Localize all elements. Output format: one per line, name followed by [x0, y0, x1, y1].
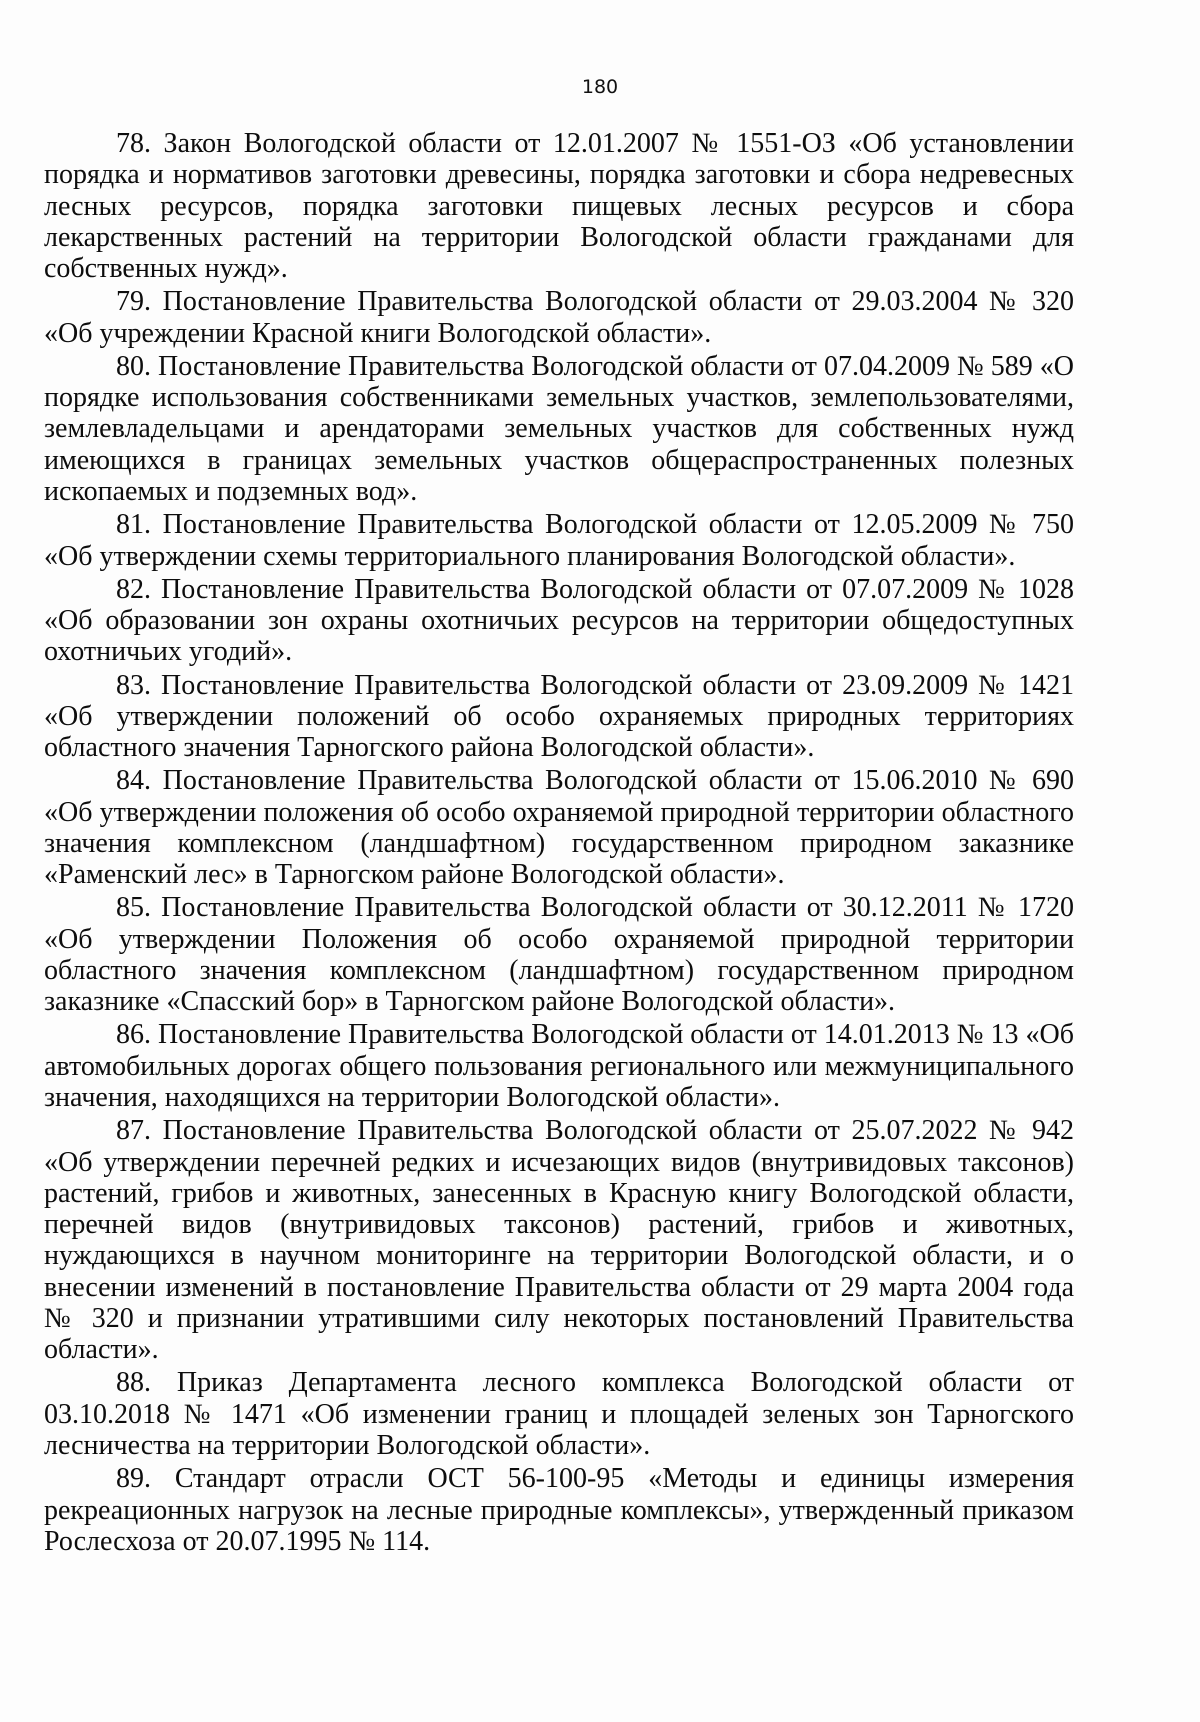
list-item-84: 84. Постановление Правительства Вологодской области от 15.06.2010 № 690 «Об утверждении положения об особо охраняемой природной территории областного значения комплексном (ландшафтном) государственном природном заказнике «Раменский лес» в Тарногском районе Вологодской области». [44, 765, 1074, 891]
list-item-89: 89. Стандарт отрасли ОСТ 56-100-95 «Методы и единицы измерения рекреационных нагрузок на лесные природные комплексы», утвержденный приказом Рослесхоза от 20.07.1995 № 114. [44, 1463, 1074, 1557]
list-item-81: 81. Постановление Правительства Вологодской области от 12.05.2009 № 750 «Об утверждении схемы территориального планирования Вологодской области». [44, 509, 1074, 572]
document-body [44, 128, 1074, 1559]
list-item-87: 87. Постановление Правительства Вологодской области от 25.07.2022 № 942 «Об утверждении перечней редких и исчезающих видов (внутривидовых таксонов) растений, грибов и животных, занесенных в Красную книгу Вологодской области, перечней видов (внутривидовых таксонов) растений, грибов и животных, нуждающихся в научном мониторинге на территории Вологодской области, и о внесении изменений в постановление Правительства области от 29 марта 2004 года № 320 и признании утратившими силу некоторых постановлений Правительства области». [44, 1115, 1074, 1366]
list-item-86: 86. Постановление Правительства Вологодской области от 14.01.2013 № 13 «Об автомобильных дорогах общего пользования регионального или межмуниципального значения, находящихся на территории Вологодской области». [44, 1019, 1074, 1114]
list-item-79: 79. Постановление Правительства Вологодской области от 29.03.2004 № 320 «Об учреждении Красной книги Вологодской области». [44, 286, 1074, 349]
page-number: 180 [581, 76, 619, 98]
list-item-82: 82. Постановление Правительства Вологодской области от 07.07.2009 № 1028 «Об образовании зон охраны охотничьих ресурсов на территории общедоступных охотничьих угодий». [44, 573, 1074, 668]
list-item-88: 88. Приказ Департамента лесного комплекса Вологодской области от 03.10.2018 № 1471 «Об изменении границ и площадей зеленых зон Тарногского лесничества на территории Вологодской области». [44, 1367, 1074, 1462]
list-item-85: 85. Постановление Правительства Вологодской области от 30.12.2011 № 1720 «Об утверждении Положения об особо охраняемой природной территории областного значения комплексном (ландшафтном) государственном природном заказнике «Спасский бор» в Тарногском районе Вологодской области». [44, 892, 1074, 1018]
list-item-78: 78. Закон Вологодской области от 12.01.2007 № 1551-ОЗ «Об установлении порядка и нормативов заготовки древесины, порядка заготовки и сбора недревесных лесных ресурсов, порядка заготовки пищевых лесных ресурсов и сбора лекарственных растений на территории Вологодской области гражданами для собственных нужд». [44, 128, 1074, 285]
list-item-83: 83. Постановление Правительства Вологодской области от 23.09.2009 № 1421 «Об утверждении положений об особо охраняемых природных территориях областного значения Тарногского района Вологодской области». [44, 669, 1074, 764]
list-item-80: 80. Постановление Правительства Вологодской области от 07.04.2009 № 589 «О порядке использования собственниками земельных участков, землепользователями, землевладельцами и арендаторами земельных участков для собственных нужд имеющихся в границах земельных участков общераспространенных полезных ископаемых и подземных вод». [44, 350, 1074, 508]
